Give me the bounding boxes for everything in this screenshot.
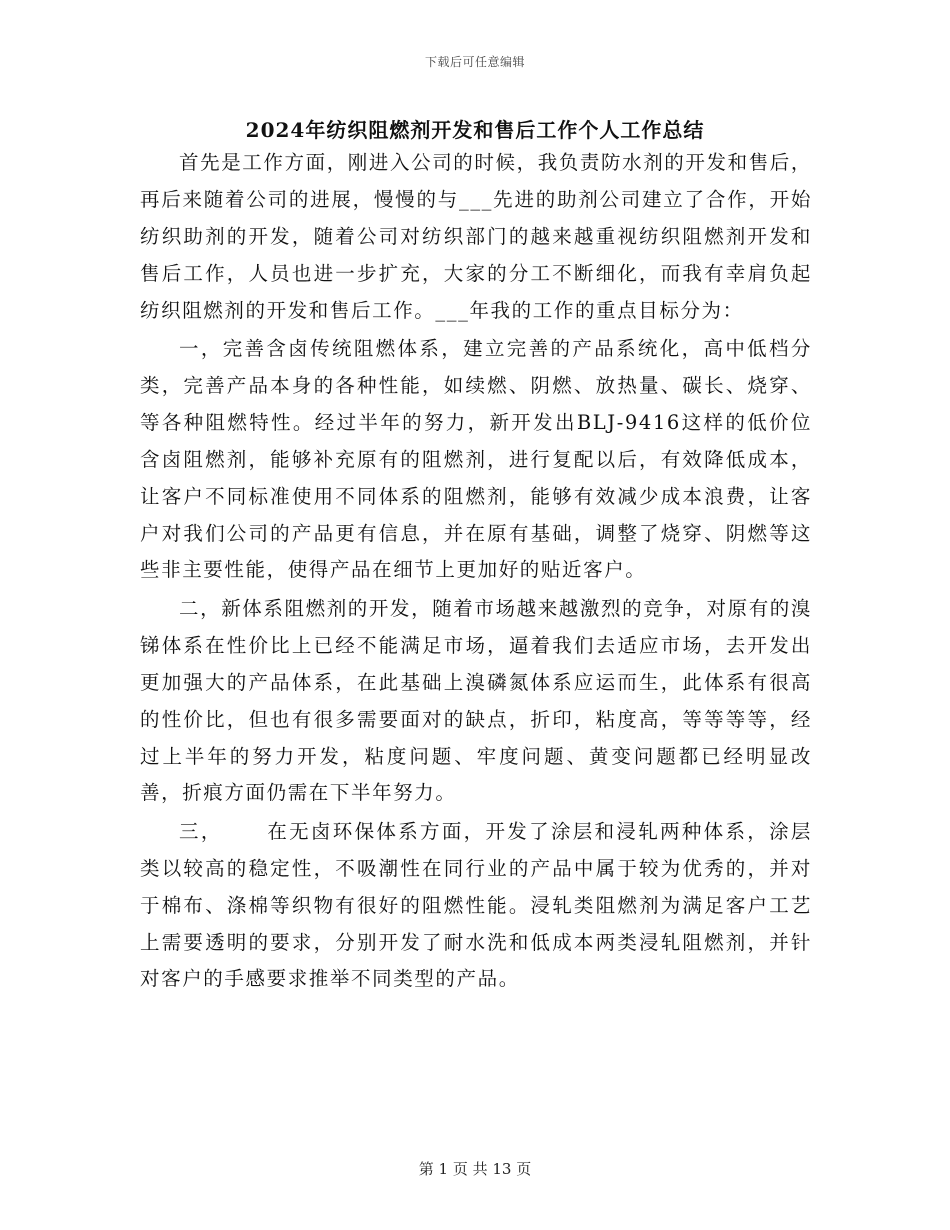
document-body <box>140 145 812 1000</box>
paragraph-point-three <box>140 814 812 999</box>
paragraph-intro: 首先是工作方面，刚进入公司的时候，我负责防水剂的开发和售后，再后来随着公司的进展，慢慢的与___先进的助剂公司建立了合作，开始纺织助剂的开发，随着公司对纺织部门的越来越重视纺织阻燃剂开发和售后工作，人员也进一步扩充，大家的分工不断细化，而我有幸肩负起纺织阻燃剂的开发和售后工作。___年我的工作的重点目标分为： <box>140 151 813 322</box>
paragraph-point-two: 二，新体系阻燃剂的开发，随着市场越来越激烈的竞争，对原有的溴锑体系在性价比上已经不能满足市场，逼着我们去适应市场，去开发出更加强大的产品体系，在此基础上溴磷氮体系应运而生，此体系有很高的性价比，但也有很多需要面对的缺点，折印，粘度高，等等等等，经过上半年的努力开发，粘度问题、牢度问题、黄变问题都已经明显改善，折痕方面仍需在下半年努力。 <box>140 596 813 805</box>
page-number: 第 1 页 共 13 页 <box>418 1160 532 1178</box>
document-title: 2024年纺织阻燃剂开发和售后工作个人工作总结 <box>245 118 705 142</box>
paragraph-point-three-text: 在无卤环保体系方面，开发了涂层和浸轧两种体系，涂层类以较高的稳定性，不吸潮性在同行业的产品中属于较为优秀的，并对于棉布、涤棉等织物有很好的阻燃性能。浸轧类阻燃剂为满足客户工艺上需要透明的要求，分别开发了耐水洗和低成本两类浸轧阻燃剂，并针对客户的手感要求推举不同类型的产品。 <box>140 819 812 991</box>
paragraph-point-one: 一，完善含卤传统阻燃体系，建立完善的产品系统化，高中低档分类，完善产品本身的各种性能，如续燃、阴燃、放热量、碳长、烧穿、等各种阻燃特性。经过半年的努力，新开发出BLJ-9416这样的低价位含卤阻燃剂，能够补充原有的阻燃剂，进行复配以后，有效降低成本，让客户不同标准使用不同体系的阻燃剂，能够有效减少成本浪费，让客户对我们公司的产品更有信息，并在原有基础，调整了烧穿、阴燃等这些非主要性能，使得产品在细节上更加好的贴近客户。 <box>140 337 812 582</box>
paragraph-point-three-lead: 三， <box>179 819 223 843</box>
header-note: 下载后可任意编辑 <box>424 55 525 69</box>
